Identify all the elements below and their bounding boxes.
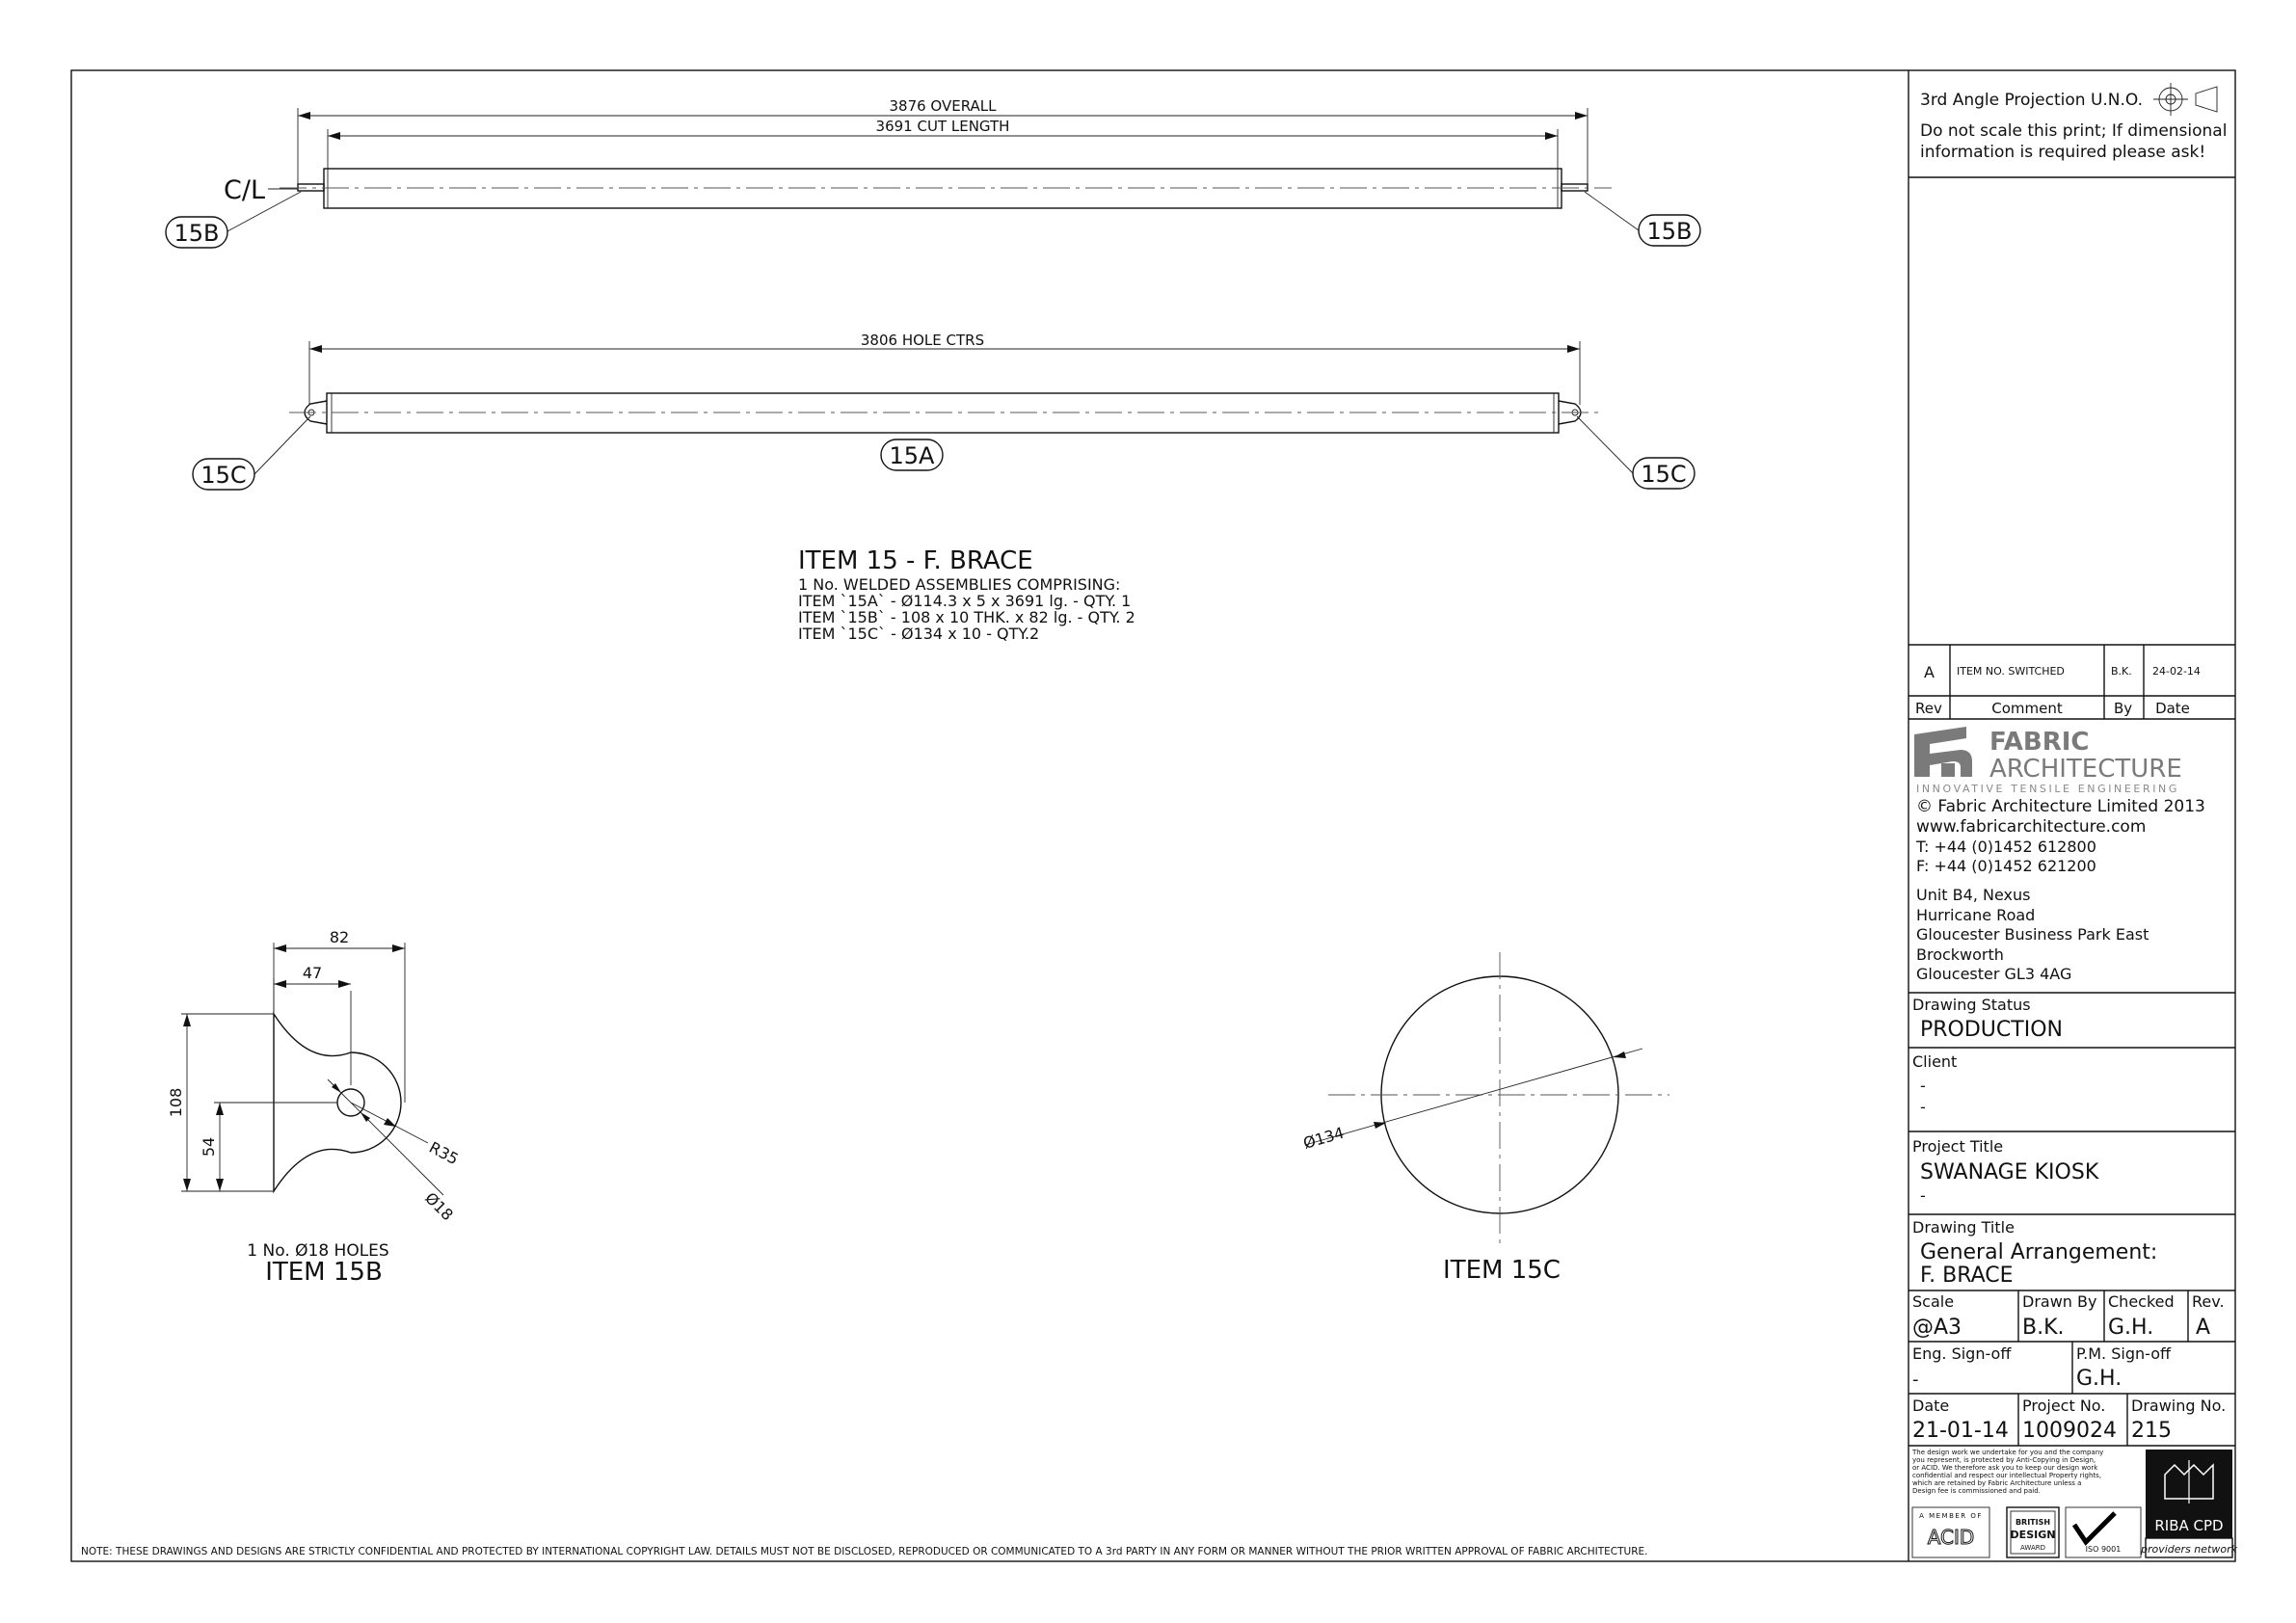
svg-text:AWARD: AWARD (2020, 1544, 2045, 1552)
rev-header-by: By (2114, 700, 2133, 717)
svg-text:15C: 15C (1641, 461, 1687, 488)
logo-line-2: ARCHITECTURE (1989, 755, 2182, 784)
project-title-value-2: - (1920, 1186, 1926, 1205)
client-line-2: - (1920, 1098, 1926, 1116)
legal-line-6: Design fee is commissioned and paid. (1912, 1487, 2041, 1495)
dim-47: 47 (302, 964, 323, 982)
cut-dim-label: 3691 CUT LENGTH (875, 118, 1010, 135)
address-line-3: Gloucester Business Park East (1916, 925, 2149, 944)
eng-signoff-value: - (1912, 1370, 1919, 1390)
rev-row-rev: A (1924, 663, 1935, 681)
projection-note: 3rd Angle Projection U.N.O. (1920, 91, 2144, 110)
client-label: Client (1912, 1052, 1958, 1071)
scale-label: Scale (1912, 1292, 1955, 1311)
sheet-border (71, 70, 2235, 1561)
address-line-2: Hurricane Road (1916, 906, 2036, 924)
title-block (1909, 70, 2238, 1561)
address-line-1: Unit B4, Nexus (1916, 886, 2031, 904)
item-15-line-1: 1 No. WELDED ASSEMBLIES COMPRISING: (798, 575, 1121, 594)
item-15-line-3: ITEM `15B` - 108 x 10 THK. x 82 lg. - QTY. 2 (798, 608, 1135, 626)
brace-top-view (166, 97, 1700, 248)
website: www.fabricarchitecture.com (1916, 817, 2147, 837)
svg-text:15B: 15B (1646, 218, 1693, 245)
item-15-line-2: ITEM `15A` - Ø114.3 x 5 x 3691 lg. - QTY. 1 (798, 592, 1132, 610)
drawing-title-label: Drawing Title (1912, 1218, 2015, 1237)
project-title-label: Project Title (1912, 1137, 2004, 1156)
tube-15a-top (324, 169, 1562, 208)
british-design-award-badge (2007, 1507, 2059, 1557)
fax: F: +44 (0)1452 621200 (1916, 857, 2096, 875)
acid-badge (1912, 1507, 1989, 1557)
dim-54: 54 (200, 1136, 218, 1157)
svg-text:15C: 15C (200, 462, 247, 489)
date-label: Date (1912, 1397, 1950, 1415)
drawing-status-label: Drawing Status (1912, 996, 2031, 1014)
item-15b-detail (167, 928, 462, 1287)
project-title-value: SWANAGE KIOSK (1920, 1160, 2099, 1184)
scale-note-1: Do not scale this print; If dimensional (1920, 121, 2228, 141)
rev-value: A (2196, 1316, 2211, 1340)
svg-text:15B: 15B (174, 220, 220, 247)
plate-15b-left (298, 184, 324, 191)
date-value: 21-01-14 (1912, 1419, 2009, 1443)
logo-tagline: INNOVATIVE TENSILE ENGINEERING (1916, 783, 2180, 795)
drawn-by-value: B.K. (2022, 1316, 2065, 1340)
drawing-title-line-1: General Arrangement: (1920, 1240, 2158, 1264)
rev-header-comment: Comment (1991, 700, 2063, 717)
svg-text:providers network: providers network (2141, 1543, 2237, 1556)
iso-9001-badge (2066, 1507, 2141, 1557)
checked-value: G.H. (2108, 1316, 2154, 1340)
item-15b-note: 1 No. Ø18 HOLES (247, 1241, 389, 1261)
scale-value: @A3 (1912, 1316, 1962, 1340)
svg-text:BRITISH: BRITISH (2015, 1518, 2051, 1527)
rev-label: Rev. (2192, 1292, 2225, 1311)
item-15c-title: ITEM 15C (1443, 1256, 1561, 1285)
pm-signoff-value: G.H. (2076, 1367, 2122, 1391)
svg-text:DESIGN: DESIGN (2010, 1529, 2056, 1541)
legal-line-2: you represent, is protected by Anti-Copying in Design, (1912, 1456, 2096, 1464)
svg-text:ACID: ACID (1927, 1526, 1975, 1549)
item-15-line-4: ITEM `15C` - Ø134 x 10 - QTY.2 (798, 625, 1040, 643)
legal-line-3: or ACID. We therefore ask you to keep our design work (1912, 1464, 2098, 1472)
project-no-label: Project No. (2022, 1397, 2106, 1415)
eng-signoff-label: Eng. Sign-off (1912, 1344, 2012, 1363)
dim-108: 108 (167, 1087, 185, 1118)
svg-text:A MEMBER OF: A MEMBER OF (1919, 1512, 1983, 1520)
rev-row-date: 24-02-14 (2152, 665, 2201, 678)
scale-note-2: information is required please ask! (1920, 143, 2206, 162)
drawing-no-value: 215 (2131, 1419, 2172, 1443)
drawn-by-label: Drawn By (2022, 1292, 2097, 1311)
plate-15b-right (1562, 184, 1588, 191)
rev-header-rev: Rev (1915, 700, 1942, 717)
address-line-4: Brockworth (1916, 945, 2004, 964)
fabric-architecture-logo (1914, 727, 2182, 795)
confidentiality-note: NOTE: THESE DRAWINGS AND DESIGNS ARE STRICTLY CONFIDENTIAL AND PROTECTED BY INTERNATIONAL COPYRIGHT LAW. DETAILS MUST NOT BE DISCLOSED, REPRODUCED OR COMMUNICATED TO A 3rd PARTY IN ANY FORM OR MANNER WITHOUT THE PRIOR WRITTEN APPROVAL OF FABRIC ARCHITECTURE. (81, 1546, 1648, 1557)
rev-header-date: Date (2155, 700, 2190, 717)
hole-ctrs-label: 3806 HOLE CTRS (860, 332, 985, 349)
dim-82: 82 (329, 928, 350, 946)
drawing-title-line-2: F. BRACE (1920, 1264, 2014, 1288)
dim-d134: Ø134 (1300, 1123, 1347, 1153)
item-15b-title: ITEM 15B (265, 1258, 383, 1287)
legal-line-4: confidential and respect our intellectual Property rights, (1912, 1472, 2102, 1479)
svg-text:15A: 15A (889, 442, 935, 469)
drawing-no-label: Drawing No. (2131, 1397, 2227, 1415)
centerline-label: C/L (224, 175, 265, 205)
project-no-value: 1009024 (2022, 1419, 2117, 1443)
dim-d18: Ø18 (421, 1188, 457, 1225)
checked-label: Checked (2108, 1292, 2175, 1311)
svg-text:RIBA CPD: RIBA CPD (2154, 1517, 2224, 1534)
rev-row-by: B.K. (2111, 665, 2132, 678)
item-15-notes (798, 546, 1135, 643)
brace-bottom-view (193, 332, 1695, 490)
overall-dim-label: 3876 OVERALL (889, 97, 997, 115)
legal-line-5: which are retained by Fabric Architecture unless a (1912, 1479, 2082, 1487)
dim-line-d134 (1305, 1049, 1642, 1145)
riba-cpd-badge (2140, 1450, 2238, 1557)
tube-15a-bottom (327, 393, 1559, 433)
copyright: © Fabric Architecture Limited 2013 (1916, 797, 2205, 816)
legal-line-1: The design work we undertake for you and the company (1912, 1449, 2104, 1456)
projection-symbol-icon (2153, 83, 2217, 116)
item-15-title: ITEM 15 - F. BRACE (798, 546, 1033, 575)
client-line-1: - (1920, 1077, 1926, 1095)
item-15c-detail (1301, 952, 1669, 1285)
logo-line-1: FABRIC (1989, 728, 2090, 757)
pm-signoff-label: P.M. Sign-off (2076, 1344, 2171, 1363)
drawing-status-value: PRODUCTION (1920, 1018, 2063, 1042)
svg-text:ISO 9001: ISO 9001 (2085, 1545, 2122, 1554)
rev-row-comment: ITEM NO. SWITCHED (1957, 665, 2065, 678)
address-line-5: Gloucester GL3 4AG (1916, 965, 2072, 983)
telephone: T: +44 (0)1452 612800 (1916, 838, 2096, 856)
dim-r35: R35 (426, 1137, 462, 1169)
